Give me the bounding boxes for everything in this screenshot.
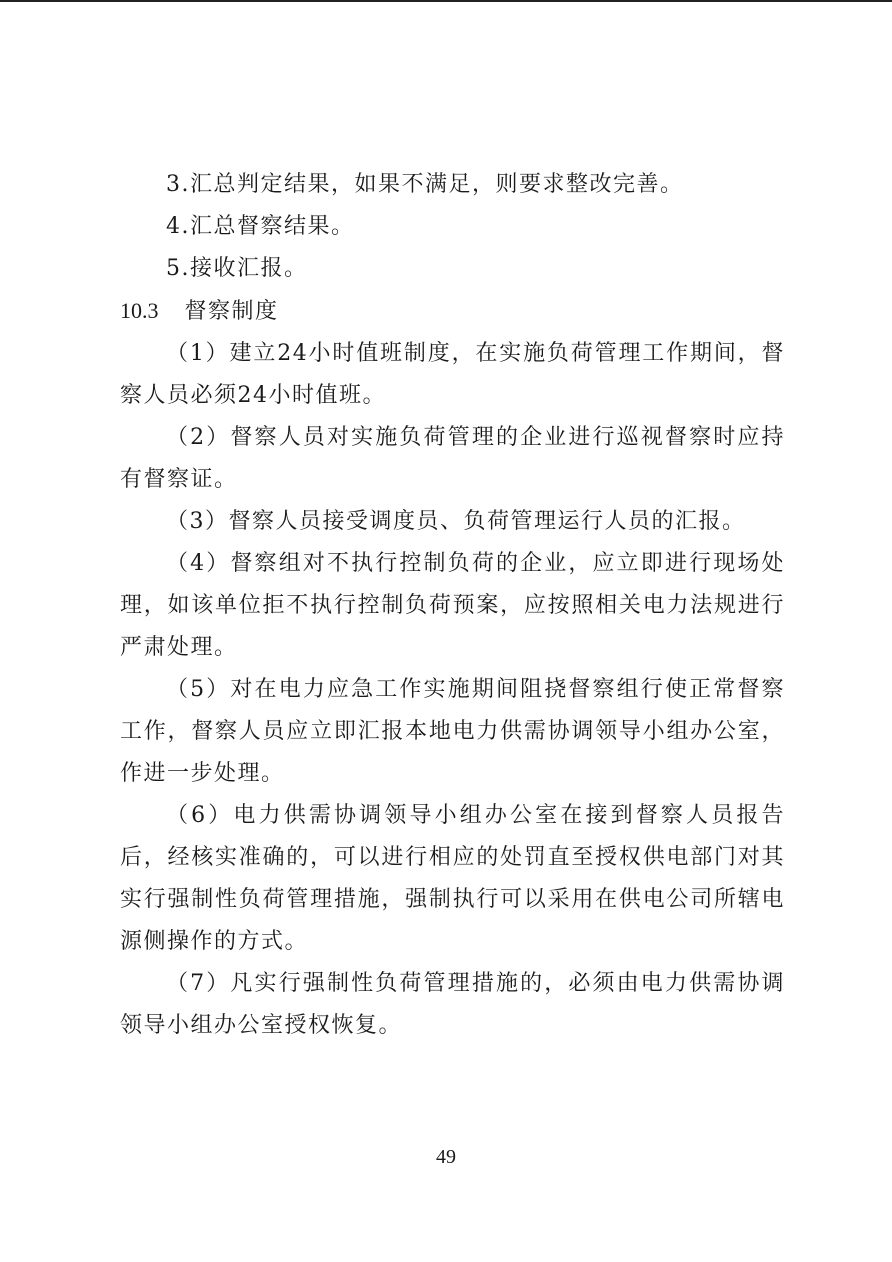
paragraph-item-3: 3.汇总判定结果，如果不满足，则要求整改完善。 — [166, 172, 684, 197]
page-number: 49 — [436, 1146, 456, 1168]
paragraph-item-4: 4.汇总督察结果。 — [166, 214, 355, 239]
rule-paragraph-3: （3）督察人员接受调度员、负荷管理运行人员的汇报。 — [166, 509, 746, 534]
rule-paragraph-2: （2）督察人员对实施负荷管理的企业进行巡视督察时应持有督察证。 — [120, 425, 785, 492]
rule-paragraph-1: （1）建立24小时值班制度，在实施负荷管理工作期间，督察人员必须24小时值班。 — [120, 341, 785, 408]
section-title: 督察制度 — [184, 299, 279, 324]
rule-paragraph-6: （6）电力供需协调领导小组办公室在接到督察人员报告后，经核实准确的，可以进行相应的处罚直至授权供电部门对其实行强制性负荷管理措施，强制执行可以采用在供电公司所辖电源侧操作的方式。 — [120, 803, 785, 954]
paragraph-item-5: 5.接收汇报。 — [166, 256, 308, 281]
section-heading — [120, 290, 785, 333]
rule-paragraph-7: （7）凡实行强制性负荷管理措施的，必须由电力供需协调领导小组办公室授权恢复。 — [120, 971, 785, 1038]
rule-paragraph-5: （5）对在电力应急工作实施期间阻挠督察组行使正常督察工作，督察人员应立即汇报本地电力供需协调领导小组办公室，作进一步处理。 — [120, 677, 785, 786]
page-content — [120, 164, 785, 1047]
section-number: 10.3 — [120, 298, 159, 323]
rule-paragraph-4: （4）督察组对不执行控制负荷的企业，应立即进行现场处理，如该单位拒不执行控制负荷预案，应按照相关电力法规进行严肃处理。 — [120, 551, 785, 660]
page-top-border — [0, 0, 892, 2]
